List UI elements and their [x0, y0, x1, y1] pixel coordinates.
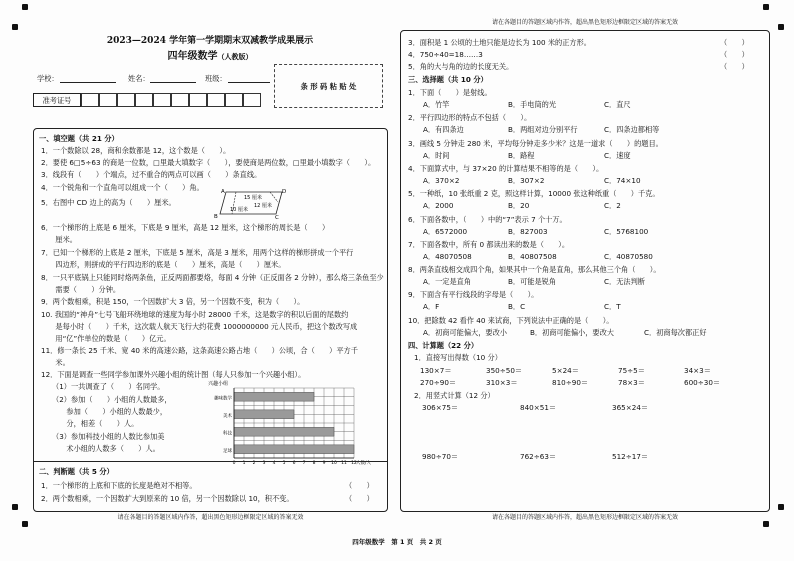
- choice-option-3-b[interactable]: B．路程: [508, 150, 535, 160]
- choice-option-8-b[interactable]: B．可能是锐角: [508, 277, 557, 287]
- name-label: 姓名：: [128, 74, 150, 83]
- exam-no-label-box: [33, 93, 81, 107]
- direct-calc-item[interactable]: 350÷50＝: [486, 366, 523, 375]
- judge-paren-3[interactable]: （ ）: [720, 38, 749, 47]
- vertical-calc-heading: 2．用竖式计算（12 分）: [414, 391, 495, 400]
- category-label: 美术: [223, 413, 232, 419]
- question-12-item-3b: 术小组的人数多（ ）人。: [52, 444, 160, 453]
- corner-mark: [12, 504, 18, 510]
- choice-option-3-c[interactable]: C．速度: [604, 150, 631, 160]
- choice-option-2-c[interactable]: C．四条边都相等: [604, 125, 660, 135]
- edition: （人教版）: [217, 52, 253, 61]
- barcode-label: 条 形 码 粘 贴 处: [300, 82, 357, 91]
- question-8: 8．一只平底锅上只能同时烙两条鱼，正反两面都要烙，每面 4 分钟（正反面各 2 分钟），那么烙三条鱼至少: [41, 273, 384, 282]
- x-tick-label: 8: [312, 461, 316, 466]
- choice-option-8-c[interactable]: C．无法判断: [604, 277, 645, 287]
- bar: [234, 392, 314, 401]
- exam-no-digit[interactable]: [243, 93, 261, 107]
- question-12-item-1: （1）一共调查了（ ）名同学。: [52, 382, 165, 391]
- vertical-calc-item[interactable]: 365×24＝: [612, 403, 649, 412]
- direct-calc-heading: 1．直接写出得数（10 分）: [414, 353, 502, 362]
- question-1: 1．一个数除以 28，商和余数都是 12，这个数是（ ）。: [41, 146, 231, 155]
- question-12: 12．下面是调查一些同学参加课外兴趣小组的统计图（每人只参加一个兴趣小组）。: [41, 370, 306, 379]
- question-10-cont: 是每小时（ ）千米，这次载人航天飞行大约花费 1000000000 元人民币，把这个数改写成: [41, 322, 358, 331]
- x-tick-label: 5: [282, 461, 286, 466]
- section1-title: 一、填空题（共 21 分）: [39, 134, 119, 143]
- category-label: 足球: [223, 448, 232, 454]
- x-tick-label: 4: [272, 461, 276, 466]
- vertex-d: D: [282, 189, 287, 195]
- choice-option-1-b[interactable]: B．手电筒的光: [508, 100, 557, 109]
- question-11: 11．修一条长 25 千米、宽 40 米的高速公路，这条高速公路占地（ ）公顷，合（ ）平方千: [41, 346, 358, 355]
- corner-mark: [22, 4, 28, 10]
- x-axis-label: 人数/人: [356, 461, 372, 466]
- page-footer: 四年级数学 第 1 页 共 2 页: [352, 538, 442, 546]
- choice-option-6-a[interactable]: A．6572000: [423, 226, 468, 236]
- corner-mark: [22, 521, 28, 527]
- bar: [234, 410, 294, 419]
- vertex-b: B: [214, 214, 218, 220]
- corner-mark: [763, 4, 769, 10]
- warning-bottom-left: 请在各题目的答题区域内作答，超出黑色矩形边框限定区域的答案无效: [117, 514, 304, 521]
- chart-title: 兴趣小组: [208, 381, 229, 387]
- section4-title: 四、计算题（22 分）: [408, 341, 479, 350]
- subject-name: 四年级数学: [167, 51, 218, 62]
- direct-calc-item[interactable]: 75÷5＝: [618, 366, 645, 375]
- judge-question-5: 5．角的大与角的边的长度无关。: [408, 62, 514, 71]
- corner-mark: [778, 24, 784, 30]
- x-tick-label: 7: [302, 461, 306, 466]
- x-tick-label: 12: [351, 461, 357, 466]
- choice-option-1-c[interactable]: C．直尺: [604, 100, 631, 109]
- exam-no-digit[interactable]: [135, 93, 153, 107]
- exam-no-digit[interactable]: [99, 93, 117, 107]
- question-10-cont2: 用“亿”作单位的数是（ ）亿元。: [41, 334, 171, 343]
- direct-calc-item[interactable]: 810÷90＝: [552, 378, 589, 387]
- direct-calc-item[interactable]: 130×7＝: [420, 366, 452, 375]
- x-tick-label: 1: [242, 461, 246, 466]
- direct-calc-item[interactable]: 600÷30＝: [684, 378, 721, 387]
- category-label: 科技: [223, 431, 232, 437]
- question-4: 4．一个锐角和一个直角可以组成一个（ ）角。: [41, 183, 204, 192]
- judge-question-4: 4．750÷40=18……3: [408, 50, 483, 59]
- choice-option-2-a[interactable]: A．有四条边: [423, 125, 464, 135]
- choice-question-4: 4．下面算式中，与 37×20 的计算结果不相等的是（ ）。: [408, 163, 604, 173]
- barcode-area: [274, 64, 383, 108]
- measure-15: 15 厘米: [244, 195, 262, 201]
- direct-calc-item[interactable]: 34×3＝: [684, 366, 711, 375]
- question-3: 3．线段有（ ）个端点，过不重合的两点可以画（ ）条直线。: [41, 170, 262, 179]
- judge-paren-1[interactable]: （ ）: [345, 481, 374, 490]
- corner-mark: [778, 504, 784, 510]
- judge-question-3: 3．面积是 1 公顷的土地只能是边长为 100 米的正方形。: [408, 38, 591, 47]
- choice-option-4-a[interactable]: A．370×2: [423, 175, 460, 185]
- vertex-c: C: [275, 215, 279, 221]
- choice-option-4-c[interactable]: C．74×10: [604, 175, 641, 185]
- question-7: 7．已知一个梯形的上底是 2 厘米，下底是 5 厘米，高是 3 厘米，用两个这样的梯形拼成一个平行: [41, 248, 354, 257]
- choice-question-7: 7．下面各数中，所有 0 都读出来的数是（ ）。: [408, 239, 570, 249]
- question-6: 6．一个梯形的上底是 6 厘米，下底是 9 厘米，高是 12 厘米，这个梯形的周长是（ ）: [41, 223, 330, 232]
- x-tick-label: 11: [341, 461, 347, 466]
- choice-option-10-b[interactable]: B．初商可能偏小，要改大: [530, 327, 614, 337]
- choice-option-5-c[interactable]: C．2: [604, 201, 621, 211]
- exam-subtitle: [130, 47, 290, 62]
- school-label: 学校：: [37, 74, 59, 83]
- question-8-cont: 需要（ ）分钟。: [41, 285, 121, 294]
- exam-title: 2023—2024 学年第一学期期末双减教学成果展示: [106, 36, 314, 46]
- exam-no-label: 准考证号: [42, 96, 72, 105]
- choice-option-5-b[interactable]: B．20: [508, 201, 530, 211]
- warning-bottom-right: 请在各题目的答题区域内作答，超出黑色矩形边框限定区域的答案无效: [491, 514, 678, 521]
- choice-option-5-a[interactable]: A．2000: [423, 201, 454, 211]
- school-field[interactable]: [60, 82, 116, 83]
- direct-calc-item[interactable]: 78×3＝: [618, 378, 645, 387]
- choice-option-3-a[interactable]: A．时间: [423, 150, 450, 160]
- exam-no-boxes[interactable]: [81, 93, 261, 107]
- vertical-calc-item[interactable]: 306×75＝: [422, 403, 459, 412]
- choice-question-6: 6．下面各数中，（ ）中的“7”表示 7 个十万。: [408, 214, 567, 224]
- question-6-cont: 厘米。: [41, 235, 77, 244]
- choice-option-7-c[interactable]: C．40870580: [604, 251, 653, 261]
- choice-option-2-b[interactable]: B．两组对边分别平行: [508, 125, 578, 135]
- parallelogram-figure: [212, 186, 287, 220]
- question-12-item-2b: 参加（ ）小组的人数最少，: [52, 407, 168, 416]
- choice-question-1: 1．下面（ ）是射线。: [408, 88, 492, 97]
- choice-question-9: 9．下面含有平行线段的字母是（ ）。: [408, 290, 539, 300]
- name-field[interactable]: [150, 82, 196, 83]
- choice-option-10-a[interactable]: A．初商可能偏大，要改小: [423, 327, 507, 337]
- x-tick-label: 2: [252, 461, 256, 466]
- choice-option-7-a[interactable]: A．48070508: [423, 251, 472, 261]
- class-field[interactable]: [228, 82, 270, 83]
- exam-no-digit[interactable]: [225, 93, 243, 107]
- section-divider: [33, 461, 388, 462]
- choice-question-10: 10．把除数 42 看作 40 来试商，下列说法中正确的是（ ）。: [408, 315, 614, 325]
- measure-12: 12 厘米: [254, 203, 272, 209]
- measure-10: 10 厘米: [230, 207, 248, 213]
- section2-title: 二、判断题（共 5 分）: [39, 467, 114, 476]
- question-12-item-2c: 分，相差（ ）人。: [52, 419, 139, 428]
- choice-question-2: 2．平行四边形的特点不包括（ ）。: [408, 113, 532, 123]
- vertical-calc-item[interactable]: 980÷70＝: [422, 452, 459, 461]
- vertex-a: A: [221, 189, 225, 195]
- vertical-calc-item[interactable]: 840×51＝: [520, 403, 557, 412]
- x-tick-label: 10: [331, 461, 337, 466]
- class-label: 班级：: [205, 74, 227, 83]
- judge-paren-2[interactable]: （ ）: [345, 494, 374, 503]
- choice-option-4-b[interactable]: B．307×2: [508, 175, 545, 185]
- question-5: 5．右图中 CD 边上的高为（ ）厘米。: [41, 198, 176, 207]
- section3-title: 三、选择题（共 10 分）: [408, 75, 488, 84]
- bar: [234, 427, 334, 436]
- corner-mark: [12, 24, 18, 30]
- judge-question-2: 2．两个数相乘，一个因数扩大到原来的 10 倍，另一个因数除以 10，积不变。: [41, 494, 294, 503]
- exam-no-digit[interactable]: [171, 93, 189, 107]
- exam-no-digit[interactable]: [207, 93, 225, 107]
- x-tick-label: 6: [292, 461, 296, 466]
- choice-option-6-b[interactable]: B．827003: [508, 226, 548, 236]
- choice-option-8-a[interactable]: A．一定是直角: [423, 277, 472, 287]
- judge-question-1: 1．一个梯形的上底和下底的长度是绝对不相等。: [41, 481, 197, 490]
- question-9: 9．两个数相乘，积是 150，一个因数扩大 3 倍，另一个因数不变，积为（ ）。: [41, 297, 305, 306]
- choice-question-3: 3．画线 5 分钟走 280 米，平均每分钟走多少米？这是一道求（ ）的题目。: [408, 138, 663, 148]
- vertical-calc-item[interactable]: 762÷63＝: [520, 452, 557, 461]
- choice-option-6-c[interactable]: C．5768100: [604, 226, 649, 236]
- judge-paren-4[interactable]: （ ）: [720, 50, 749, 59]
- exam-no-digit[interactable]: [117, 93, 135, 107]
- question-7-cont: 四边形，则拼成的平行四边形的底是（ ）厘米，高是（ ）厘米。: [41, 260, 286, 269]
- question-10: 10. 我国的“神舟”七号飞船环绕地球的速度为每小时 28000 千米，这是数字的积以后面的尾数约: [41, 310, 349, 319]
- question-11-cont: 米。: [41, 358, 70, 367]
- exam-no-digit[interactable]: [189, 93, 207, 107]
- x-tick-label: 3: [262, 461, 266, 466]
- judge-paren-5[interactable]: （ ）: [720, 62, 749, 71]
- choice-question-8: 8．两条直线相交成四个角，如果其中一个角是直角，那么其他三个角（ ）。: [408, 265, 661, 275]
- choice-option-7-b[interactable]: B．40807508: [508, 251, 557, 261]
- vertical-calc-item[interactable]: 512÷17＝: [612, 452, 649, 461]
- direct-calc-item[interactable]: 310×3＝: [486, 378, 518, 387]
- warning-top: 请在各题目的答题区域内作答，超出黑色矩形边框限定区域的答案无效: [491, 19, 678, 26]
- exam-no-digit[interactable]: [153, 93, 171, 107]
- bar: [234, 445, 354, 454]
- x-tick-label: 0: [232, 461, 236, 466]
- direct-calc-item[interactable]: 270÷90＝: [420, 378, 457, 387]
- choice-option-9-a[interactable]: A．F: [423, 302, 440, 312]
- choice-option-1-a[interactable]: A．竹竿: [423, 100, 450, 109]
- category-label: 趣味数学: [214, 396, 232, 402]
- choice-question-5: 5．一种纸，10 张纸重 2 克，照这样计算，10000 张这种纸重（ ）千克。: [408, 189, 660, 199]
- question-12-item-3: （3）参加科技小组的人数比参加美: [52, 432, 165, 441]
- choice-option-9-c[interactable]: C．T: [604, 302, 621, 312]
- interest-group-chart: [206, 378, 372, 473]
- choice-option-10-c[interactable]: C．初商每次都正好: [644, 327, 707, 337]
- direct-calc-item[interactable]: 5×24＝: [552, 366, 579, 375]
- height-line-cd: [270, 192, 278, 202]
- x-tick-label: 9: [322, 461, 326, 466]
- question-12-item-2: （2）参加（ ）小组的人数最多，: [52, 395, 172, 404]
- question-2: 2．要使 6□5÷63 的商是一位数，□里最大填数字（ ），要使商是两位数，□里最小填数字（ ）。: [41, 158, 376, 167]
- exam-no-digit[interactable]: [81, 93, 99, 107]
- choice-option-9-b[interactable]: B．C: [508, 302, 526, 312]
